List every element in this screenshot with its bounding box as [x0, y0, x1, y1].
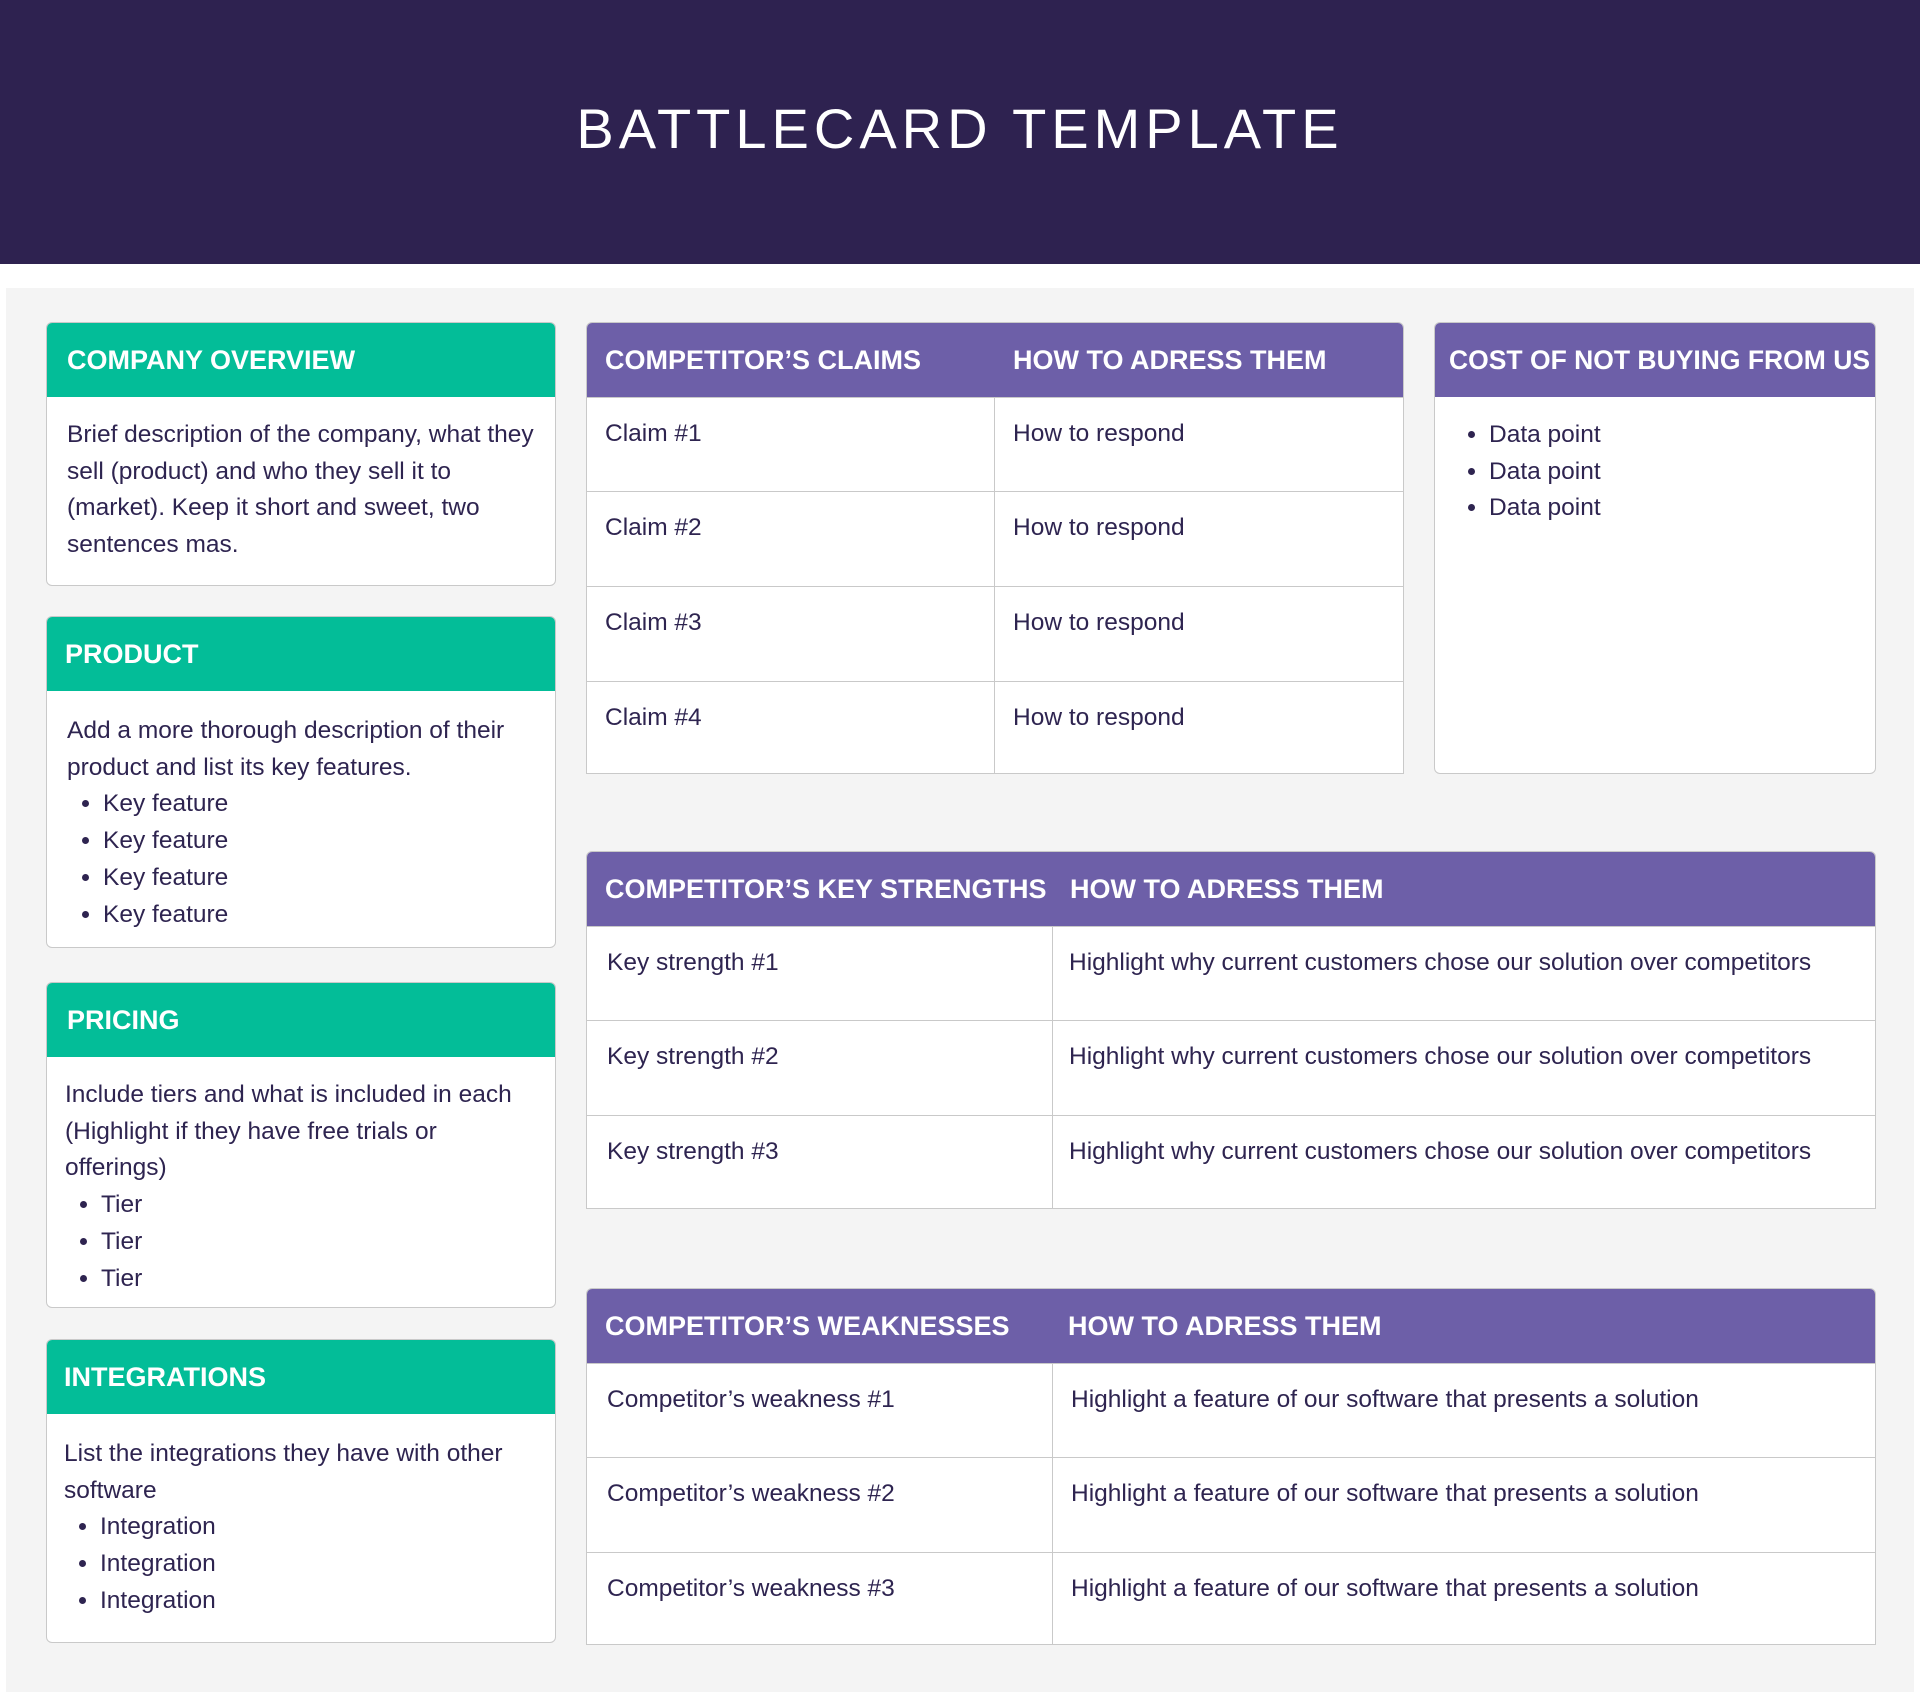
response-cell: How to respond — [1013, 420, 1185, 447]
weakness-cell: Competitor’s weakness #3 — [587, 1553, 1053, 1645]
list-item: • Data point — [1489, 454, 1855, 491]
weaknesses-column-header: COMPETITOR’S WEAKNESSES — [605, 1310, 1010, 1341]
list-item: • Tier — [101, 1261, 535, 1298]
table-row — [587, 491, 1403, 586]
table-row — [587, 1552, 1875, 1645]
product-card — [46, 616, 556, 948]
response-cell: Highlight a feature of our software that presents a solution — [1071, 1480, 1699, 1507]
list-item: • Key feature — [103, 860, 535, 897]
integrations-title: INTEGRATIONS — [47, 1340, 555, 1414]
strengths-column-header: COMPETITOR’S KEY STRENGTHS — [605, 873, 1047, 904]
list-item: • Data point — [1489, 417, 1855, 454]
strengths-response-column-header: HOW TO ADRESS THEM — [1070, 873, 1384, 904]
weakness-cell: Competitor’s weakness #1 — [587, 1364, 1053, 1457]
response-cell: Highlight a feature of our software that presents a solution — [1071, 1386, 1699, 1413]
claims-column-header: COMPETITOR’S CLAIMS — [605, 344, 922, 375]
pricing-title: PRICING — [47, 983, 555, 1057]
claim-cell: Claim #3 — [587, 587, 995, 681]
page-header — [0, 0, 1920, 264]
pricing-card — [46, 982, 556, 1308]
company-overview-card — [46, 322, 556, 586]
response-cell: How to respond — [1013, 514, 1185, 541]
page-title: BATTLECARD TEMPLATE — [576, 96, 1344, 160]
integrations-list — [64, 1509, 535, 1619]
table-row — [587, 397, 1403, 491]
battlecard-canvas — [6, 288, 1914, 1692]
response-cell: Highlight a feature of our software that presents a solution — [1071, 1575, 1699, 1602]
cost-title: COST OF NOT BUYING FROM US — [1435, 323, 1875, 397]
weaknesses-response-column-header: HOW TO ADRESS THEM — [1068, 1310, 1382, 1341]
pricing-text: Include tiers and what is included in each (Highlight if they have free trials or offerings) — [65, 1081, 512, 1182]
pricing-tier-list — [65, 1187, 535, 1297]
cost-data-list — [1455, 417, 1855, 527]
cost-card — [1434, 322, 1876, 774]
weakness-cell: Competitor’s weakness #2 — [587, 1458, 1053, 1552]
list-item: • Key feature — [103, 786, 535, 823]
integrations-text: List the integrations they have with other software — [64, 1440, 503, 1504]
list-item: • Tier — [101, 1224, 535, 1261]
company-overview-title: COMPANY OVERVIEW — [47, 323, 555, 397]
table-row — [587, 681, 1403, 774]
list-item: • Key feature — [103, 897, 535, 934]
list-item: • Data point — [1489, 490, 1855, 527]
list-item: • Tier — [101, 1187, 535, 1224]
response-cell: How to respond — [1013, 609, 1185, 636]
product-text: Add a more thorough description of their product and list its key features. — [67, 717, 505, 781]
list-item: • Integration — [100, 1546, 535, 1583]
claim-cell: Claim #1 — [587, 398, 995, 491]
list-item: • Integration — [100, 1583, 535, 1620]
response-cell: Highlight why current customers chose our solution over competitors — [1069, 1138, 1812, 1165]
strength-cell: Key strength #1 — [587, 927, 1053, 1020]
strength-cell: Key strength #2 — [587, 1021, 1053, 1115]
claims-table — [586, 322, 1404, 774]
table-row — [587, 1020, 1875, 1115]
product-feature-list — [67, 786, 535, 933]
company-overview-text: Brief description of the company, what they sell (product) and who they sell it to (market). Keep it short and sweet, two sentences mas. — [67, 421, 534, 559]
response-cell: How to respond — [1013, 704, 1185, 731]
strengths-table — [586, 851, 1876, 1209]
claims-response-column-header: HOW TO ADRESS THEM — [1013, 344, 1327, 375]
claim-cell: Claim #4 — [587, 682, 995, 774]
response-cell: Highlight why current customers chose our solution over competitors — [1069, 949, 1812, 976]
weaknesses-table — [586, 1288, 1876, 1645]
list-item: • Integration — [100, 1509, 535, 1546]
integrations-card — [46, 1339, 556, 1643]
table-row — [587, 1457, 1875, 1552]
product-title: PRODUCT — [47, 617, 555, 691]
strength-cell: Key strength #3 — [587, 1116, 1053, 1209]
table-row — [587, 926, 1875, 1020]
list-item: • Key feature — [103, 823, 535, 860]
response-cell: Highlight why current customers chose our solution over competitors — [1069, 1043, 1812, 1070]
table-row — [587, 586, 1403, 681]
claim-cell: Claim #2 — [587, 492, 995, 586]
table-row — [587, 1363, 1875, 1457]
table-row — [587, 1115, 1875, 1209]
